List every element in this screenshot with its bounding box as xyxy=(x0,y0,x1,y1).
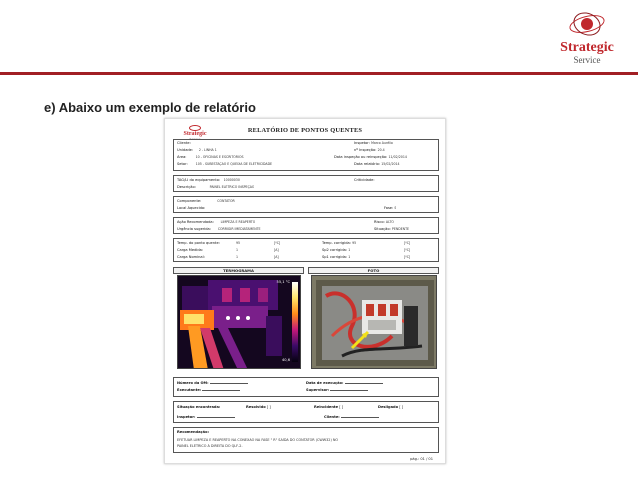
unidade-value: 2 - LINHA 1 xyxy=(198,148,217,152)
recomendacao-label: Recomendação: xyxy=(177,430,210,434)
carga-nominal-unit: [A] xyxy=(274,255,279,259)
data-relatorio-value: 15/02/2014 xyxy=(381,162,400,166)
tag-label: TAG/LI do equipamento: xyxy=(177,178,221,182)
panel-photo-image xyxy=(311,275,437,369)
cliente-sign-label: Cliente: xyxy=(324,415,340,419)
strategic-service-logo xyxy=(548,10,626,68)
carga-nominal-value: 1 xyxy=(236,255,239,259)
temp-ponto-label: Temp. do ponto quente: xyxy=(177,241,220,245)
temp-ponto-value: 95 xyxy=(236,241,241,245)
num-inspecao-label: nº Inspeção: xyxy=(354,148,377,152)
execucao-label: Data de execução: xyxy=(306,381,344,385)
unidade-label: Unidade: xyxy=(177,148,194,152)
report-service-box xyxy=(173,377,439,397)
acao-label: Ação Recomendada: xyxy=(177,220,214,224)
report-header-box xyxy=(173,139,439,171)
sp2-value: 1 xyxy=(348,248,351,252)
supervisor-label: Supervisor: xyxy=(306,388,330,392)
data-relatorio-label: Data relatório: xyxy=(354,162,381,166)
sp1-value: 1 xyxy=(348,255,351,259)
temp-corrigida-label: Temp. corrigida: xyxy=(322,241,351,245)
page-number: pág.: 01 / 01 xyxy=(410,457,433,461)
desligado-checkbox: [ ] xyxy=(399,405,404,409)
inspetor-value: Marco Aurélio xyxy=(371,141,393,145)
logo-name: Strategic xyxy=(560,40,614,55)
risco-value: ALTO xyxy=(385,220,394,224)
sp1-label: Sp1 corrigida: xyxy=(322,255,348,259)
componente-value: CONTATOR xyxy=(217,199,235,203)
cliente-label: Cliente: xyxy=(177,141,191,145)
resolvido-checkbox: [ ] xyxy=(266,405,271,409)
tag-value: 10000030 xyxy=(223,178,240,182)
area-value: 10 - OFICINAS E ESCRITÓRIOS xyxy=(195,155,244,159)
descricao-value: PAINEL ELÉTRICO INSPEÇÃO xyxy=(209,185,255,189)
termograma-header: TERMOGRAMA xyxy=(173,267,304,274)
slide-heading: e) Abaixo um exemplo de relatório xyxy=(44,100,256,115)
executante-label: Executante: xyxy=(177,388,202,392)
fase-label: Fase: xyxy=(384,206,394,210)
carga-medida-value: 1 xyxy=(236,248,239,252)
fase-value: S xyxy=(394,206,397,210)
inspetor-sign-label: Inspetor: xyxy=(177,415,196,419)
report-logo-sub: Service xyxy=(189,137,201,141)
acao-value: LIMPEZA E REAPERTO xyxy=(220,220,256,224)
carga-medida-unit: [A] xyxy=(274,248,279,252)
temp-corrigida-value: 95 xyxy=(352,241,357,245)
report-recommendation-box xyxy=(173,427,439,453)
report-title: RELATÓRIO DE PONTOS QUENTES xyxy=(247,127,363,134)
thermogram-image xyxy=(177,275,301,369)
urgencia-value: CORRIGIR IMEDIATAMENTE xyxy=(217,227,261,231)
carga-nominal-label: Carga Nominal: xyxy=(177,255,205,259)
temp-corrigida-unit: [ºC] xyxy=(404,241,411,245)
report-sample-image xyxy=(164,118,446,464)
setor-value: 105 - SUBESTAÇÃO E QUEIXA DE ELETRICIDADE xyxy=(195,162,273,166)
inspetor-label: Inspetor: xyxy=(354,141,370,145)
situacao-encontrada-label: Situação encontrada: xyxy=(177,405,221,409)
setor-label: Setor: xyxy=(177,162,188,166)
globe-orbit-icon xyxy=(566,10,608,40)
report-action-box xyxy=(173,217,439,234)
panel-photo-graphic xyxy=(312,276,437,369)
om-label: Número da OM: xyxy=(177,381,209,385)
carga-medida-label: Carga Medida: xyxy=(177,248,204,252)
sp2-unit: [ºC] xyxy=(404,248,411,252)
criticidade-label: Criticidade: xyxy=(354,178,375,182)
urgencia-label: Urgência sugerida: xyxy=(177,227,211,231)
reincidente-label: Reincidente xyxy=(314,405,339,409)
report-logo-name: Strategic xyxy=(183,131,207,137)
situacao-value: PENDENTE xyxy=(391,227,410,231)
sp2-label: Sp2 corrigida: xyxy=(322,248,348,252)
report-component-box xyxy=(173,196,439,213)
thermogram-graphic xyxy=(178,276,301,369)
sp1-unit: [ºC] xyxy=(404,255,411,259)
report-temperature-box xyxy=(173,238,439,262)
header-divider xyxy=(0,72,638,75)
logo-subtitle: Service xyxy=(573,55,601,65)
scale-min-label: 40,6 xyxy=(281,357,290,362)
situacao-label: Situação: xyxy=(374,227,391,231)
risco-label: Risco: xyxy=(374,220,385,224)
data-inspecao-value: 11/02/2014 xyxy=(388,155,407,159)
descricao-label: Descrição: xyxy=(177,185,196,189)
area-label: Área: xyxy=(177,155,187,159)
recomendacao-line-2: PAINEL ELÉTRICO À DIREITA DO QLF-2. xyxy=(177,444,243,448)
thermal-color-scale xyxy=(292,282,298,362)
reincidente-checkbox: [ ] xyxy=(339,405,344,409)
recomendacao-line-1: EFETUAR LIMPEZA E REAPERTO NA CONEXÃO NA FASE " R" SAÍDA DO CONTATOR (CWW32) NO xyxy=(177,438,339,442)
scale-max-label: 55,1 °C xyxy=(276,280,290,284)
desligado-label: Desligado xyxy=(378,405,399,409)
num-inspecao-value: 20.4 xyxy=(377,148,385,152)
data-inspecao-label: Data inspeção ou reinspeção: xyxy=(334,155,388,159)
local-aquecido-label: Local Aquecido: xyxy=(177,206,206,210)
report-situation-box xyxy=(173,401,439,423)
resolvido-label: Resolvido xyxy=(246,405,266,409)
foto-header: FOTO xyxy=(308,267,439,274)
temp-ponto-unit: [ºC] xyxy=(274,241,281,245)
report-equipment-box xyxy=(173,175,439,192)
componente-label: Componente: xyxy=(177,199,202,203)
